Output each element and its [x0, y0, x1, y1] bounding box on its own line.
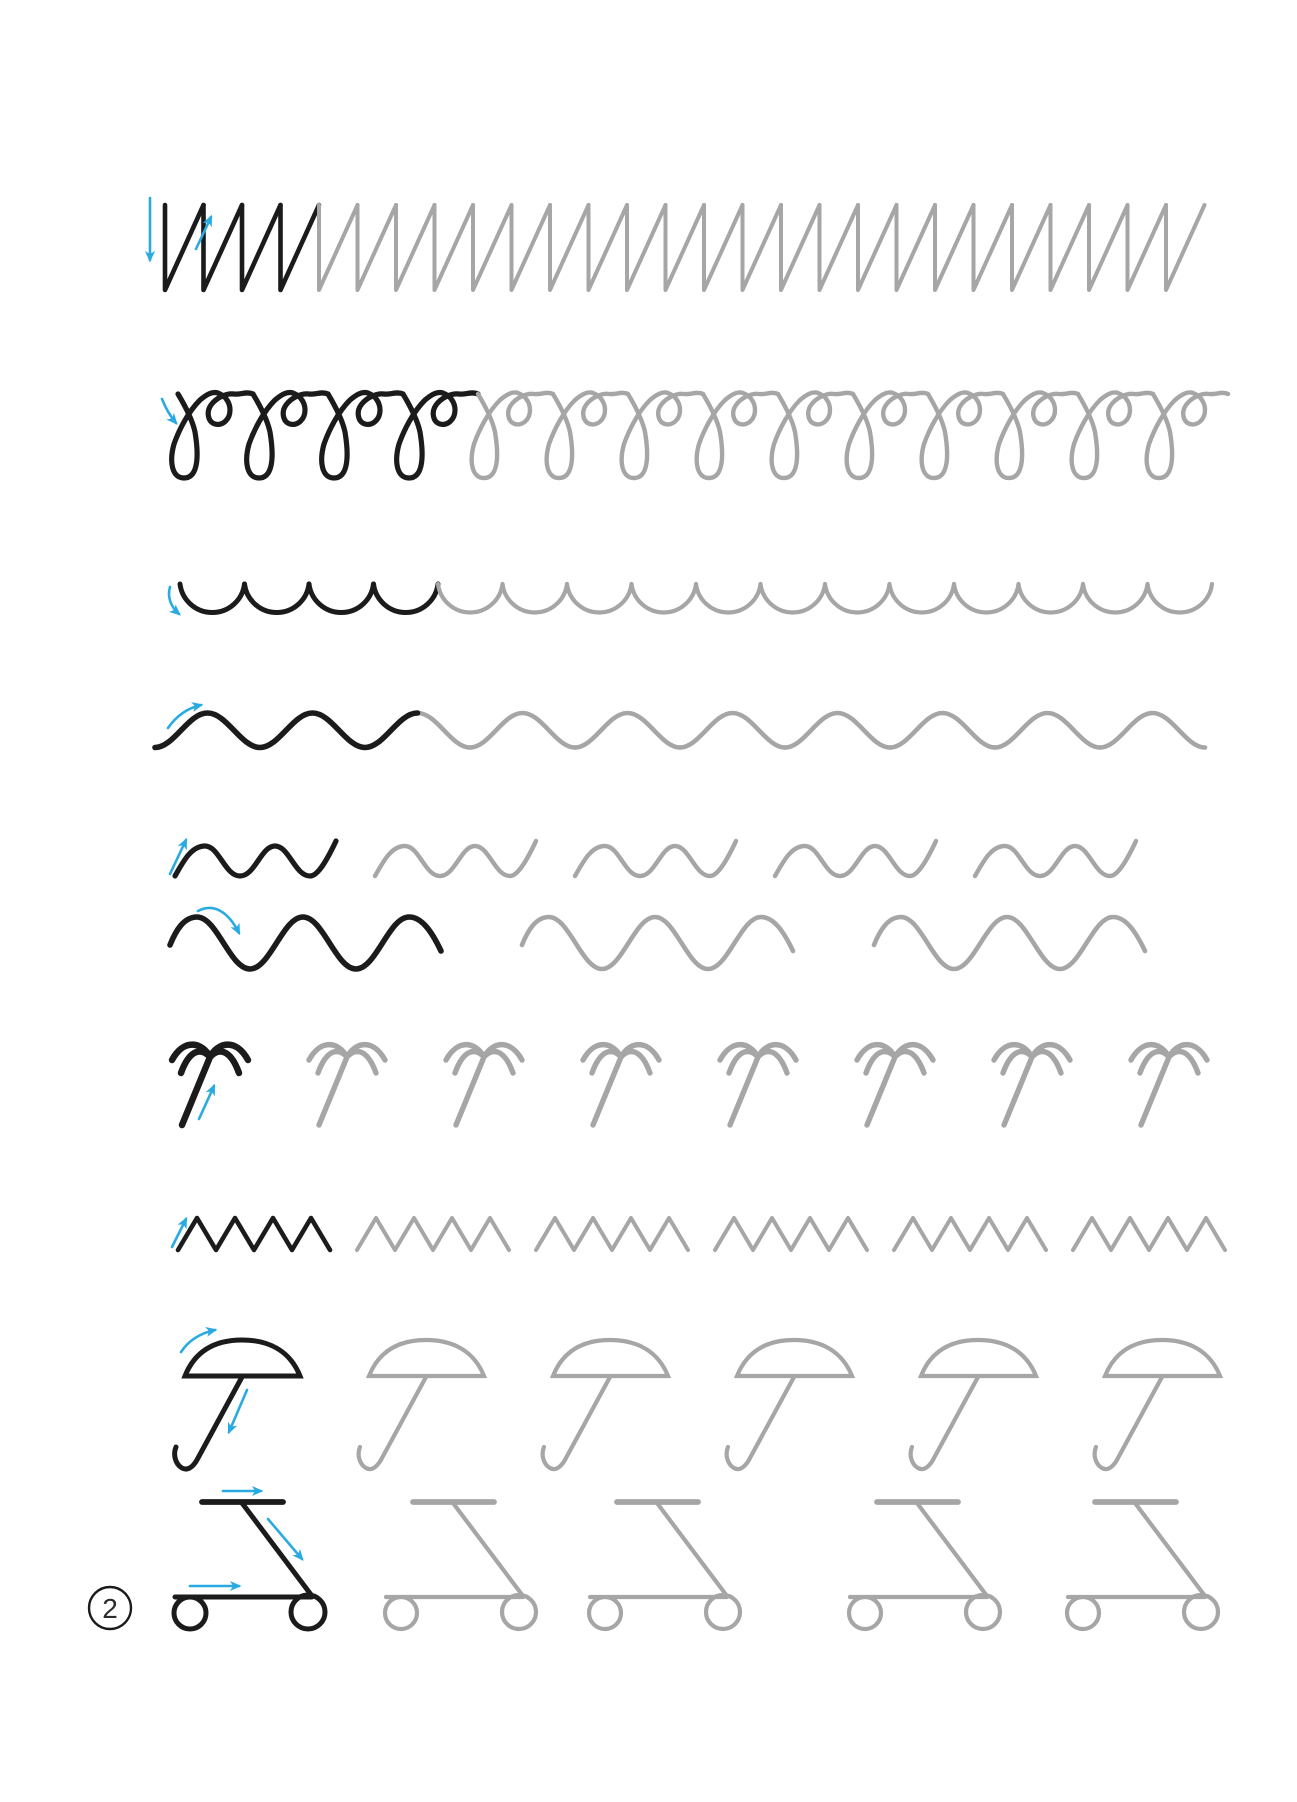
pattern-unit-guide [359, 1340, 484, 1469]
arrow-up-right-icon [199, 1086, 214, 1119]
pattern-unit-guide [727, 1340, 852, 1469]
row-palm-shapes [172, 1045, 1207, 1125]
pattern-unit-guide [522, 917, 793, 969]
pattern-unit-example [172, 1045, 248, 1125]
pattern-unit-guide [897, 205, 936, 290]
pattern-unit-guide [894, 1218, 1046, 1250]
pattern-unit-guide [995, 713, 1100, 748]
pattern-unit-guide [1012, 205, 1051, 290]
pattern-unit-guide [825, 584, 890, 612]
pattern-unit-guide [435, 205, 474, 290]
pattern-unit-guide [697, 392, 778, 478]
pattern-unit-guide [680, 713, 785, 748]
pattern-unit-guide [847, 392, 928, 478]
pattern-unit-guide [874, 917, 1145, 969]
pattern-unit-example [309, 584, 374, 612]
pattern-unit-guide [954, 584, 1019, 612]
pattern-unit-guide [772, 392, 853, 478]
pattern-unit-guide [1148, 584, 1213, 612]
pattern-unit-guide [309, 1045, 385, 1125]
row-umbrella-shapes [175, 1340, 1220, 1469]
pattern-unit-guide [543, 1340, 668, 1469]
arrow-curve-down-icon [162, 399, 176, 423]
pattern-unit-guide [743, 205, 782, 290]
pattern-unit-guide [396, 205, 435, 290]
pattern-unit-guide [575, 713, 680, 748]
pattern-unit-example [374, 584, 439, 612]
pattern-unit-example [178, 1218, 330, 1250]
pattern-unit-guide [704, 205, 743, 290]
pattern-unit-guide [994, 1045, 1070, 1125]
pattern-unit-example [322, 392, 403, 478]
pattern-unit-guide [589, 205, 628, 290]
pattern-unit-guide [547, 392, 628, 478]
pattern-unit-guide [375, 841, 536, 876]
pattern-unit-guide [446, 1045, 522, 1125]
pattern-unit-guide [1089, 205, 1128, 290]
pattern-unit-example [155, 713, 418, 748]
pattern-unit-guide [911, 1340, 1036, 1469]
pattern-unit-example [281, 205, 320, 290]
pattern-unit-guide [1019, 584, 1084, 612]
pattern-unit-guide [567, 584, 632, 612]
row-cart-shapes [174, 1502, 1218, 1629]
pattern-unit-example [247, 392, 328, 478]
pattern-unit-guide [1128, 205, 1167, 290]
pattern-unit-guide [720, 1045, 796, 1125]
pattern-unit-guide [715, 1218, 867, 1250]
pattern-unit-guide [890, 584, 955, 612]
pattern-unit-guide [358, 205, 397, 290]
row-small-wave-groups [175, 841, 1136, 876]
arrow-down-right-icon [268, 1519, 302, 1559]
pattern-unit-guide [820, 205, 859, 290]
row-scallop-arcs [180, 584, 1212, 612]
page-number: 2 [102, 1593, 118, 1624]
pattern-unit-guide [922, 392, 1003, 478]
pattern-unit-example [242, 205, 281, 290]
pattern-unit-guide [890, 713, 995, 748]
pattern-unit-guide [781, 205, 820, 290]
pattern-unit-guide [536, 1218, 688, 1250]
pattern-unit-guide [1072, 392, 1153, 478]
pattern-unit-guide [857, 1045, 933, 1125]
pattern-unit-guide [666, 205, 705, 290]
pattern-unit-guide [503, 584, 568, 612]
row-sawtooth-lines [165, 205, 1205, 290]
pattern-unit-guide [472, 392, 553, 478]
pattern-unit-guide [1083, 584, 1148, 612]
pattern-unit-guide [974, 205, 1013, 290]
pattern-unit-guide [622, 392, 703, 478]
pattern-unit-guide [858, 205, 897, 290]
pattern-unit-example [170, 917, 441, 969]
arrow-curve-down-icon [169, 587, 179, 614]
pattern-unit-example [172, 392, 253, 478]
row-smooth-wave [155, 713, 1205, 748]
pattern-unit-guide [550, 205, 589, 290]
pattern-unit-guide [696, 584, 761, 612]
pattern-unit-guide [1166, 205, 1205, 290]
pattern-unit-example [175, 841, 336, 876]
pattern-unit-example [174, 1502, 325, 1629]
pattern-unit-guide [512, 205, 551, 290]
pattern-unit-guide [1095, 1340, 1220, 1469]
pattern-unit-guide [470, 713, 575, 748]
pattern-unit-guide [1051, 205, 1090, 290]
pattern-unit-guide [319, 205, 358, 290]
pattern-unit-example [245, 584, 310, 612]
pattern-unit-guide [1073, 1218, 1225, 1250]
row-large-wave-groups [170, 917, 1145, 969]
pattern-unit-guide [583, 1045, 659, 1125]
pattern-unit-guide [849, 1502, 1000, 1629]
pattern-unit-guide [357, 1218, 509, 1250]
pattern-unit-guide [1067, 1502, 1218, 1629]
pattern-unit-guide [775, 841, 936, 876]
pattern-unit-guide [785, 713, 890, 748]
page-number-badge [89, 1587, 131, 1629]
pattern-unit-guide [761, 584, 826, 612]
pattern-unit-example [180, 584, 245, 612]
row-zigzag-groups [178, 1218, 1225, 1250]
pattern-unit-guide [627, 205, 666, 290]
pattern-unit-example [175, 1340, 300, 1469]
pattern-unit-guide [473, 205, 512, 290]
pattern-unit-guide [1100, 713, 1205, 748]
pattern-unit-guide [632, 584, 697, 612]
pattern-unit-guide [589, 1502, 740, 1629]
pattern-unit-guide [1147, 392, 1228, 478]
row-loop-garland [172, 392, 1228, 478]
pattern-unit-guide [1131, 1045, 1207, 1125]
pattern-unit-guide [575, 841, 736, 876]
pattern-unit-guide [997, 392, 1078, 478]
pattern-unit-guide [935, 205, 974, 290]
pattern-unit-example [397, 392, 478, 478]
pattern-unit-guide [385, 1502, 536, 1629]
pattern-unit-guide [438, 584, 503, 612]
pattern-unit-guide [975, 841, 1136, 876]
